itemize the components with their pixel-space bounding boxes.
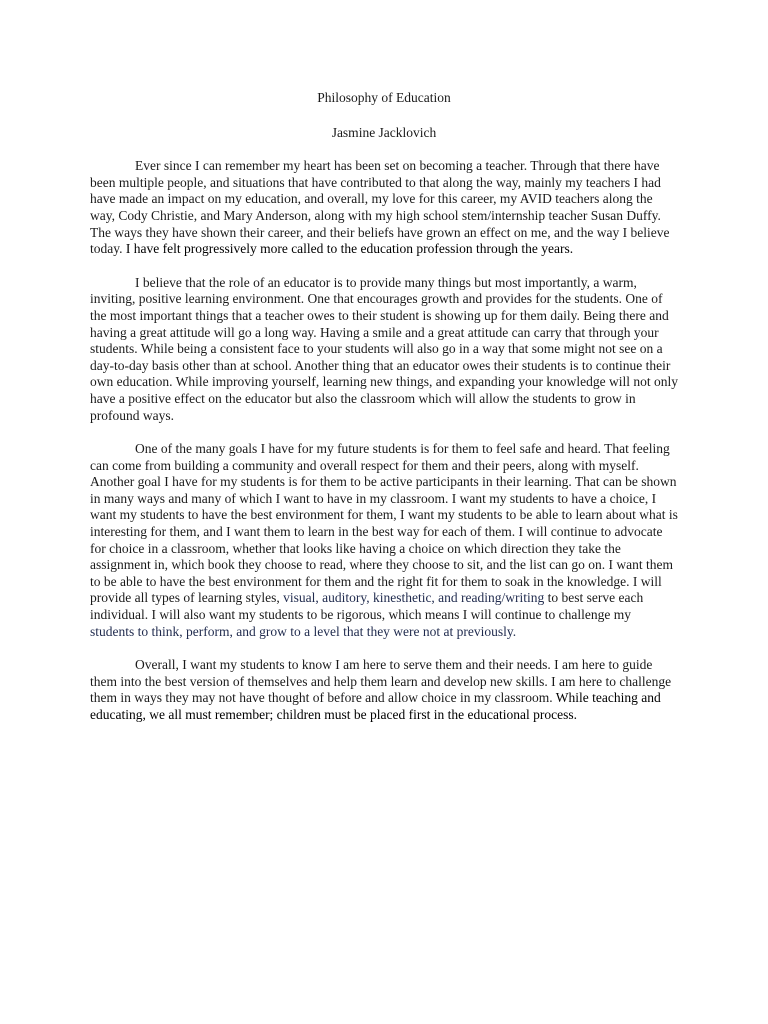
- paragraph-4-text: Overall, I want my students to know I am here to serve them and their needs. I am here to guide them into the best version of themselves and help them learn and develop new skills. I am here to challenge them in ways they may not have thought of before and allow choice in my classroom.: [90, 657, 672, 706]
- paragraph-1-text: Ever since I can remember my heart has been set on becoming a teacher. Through that there have been multiple people, and situations that have contributed to that along the way, mainly my teachers I had have made an impact on my education, and overall, my love for this career, my AVID teachers along the way, Cody Christie, and Mary Anderson, along with my high school stem/internship teacher Susan Duffy. The ways they have shown their career, and their beliefs have grown an effect on me, and the way I believe today.: [90, 158, 670, 257]
- paragraph-3: [90, 441, 678, 640]
- paragraph-2: [90, 275, 678, 424]
- paragraph-3-text-b: to best serve each individual. I will also want my students to be rigorous, which means I will continue to challenge my: [90, 590, 644, 623]
- paragraph-4-tail: While teaching and educating, we all must remember; children must be placed first in the educational process.: [90, 690, 661, 722]
- paragraph-4: [90, 657, 678, 723]
- document-title: Philosophy of Education: [317, 90, 451, 105]
- paragraph-3-text-a: One of the many goals I have for my future students is for them to feel safe and heard. That feeling can come from building a community and overall respect for them and their peers, along with myself. Another goal I have for my students is for them to be active participants in their learning. That can be shown in many ways and many of which I want to have in my classroom. I want my students to have a choice, I want my students to have the best environment for them, I want my students to be able to learn about what is interesting for them, and I want them to learn in the best way for each of them. I will continue to advocate for choice in a classroom, whether that looks like having a choice on which direction they take the assignment in, which book they choose to read, where they choose to sit, and the list can go on. I want them to be able to have the best environment for them and the right fit for them to soak in the knowledge. I will provide all types of learning styles,: [90, 441, 678, 606]
- paragraph-1: [90, 158, 678, 258]
- paragraph-3-learning-styles: visual, auditory, kinesthetic, and reading/writing: [279, 590, 545, 606]
- document-author: Jasmine Jacklovich: [331, 124, 437, 140]
- paragraph-1-tail: I have felt progressively more called to the education profession through the years.: [122, 241, 574, 257]
- paragraph-3-closing: students to think, perform, and grow to a level that they were not at previously.: [90, 623, 517, 639]
- document-page: [90, 90, 678, 741]
- paragraph-2-text: I believe that the role of an educator is to provide many things but most importantly, a warm, inviting, positive learning environment. One that encourages growth and provides for the students. One of the most important things that a teacher owes to their student is showing up for them daily. Being there and having a great attitude will go a long way. Having a smile and a great attitude can carry that through your students. While being a consistent face to your students will also go in a way that some might not see on a day-to-day basis other than at school. Another thing that an educator owes their students is to continue their own education. While improving yourself, learning new things, and expanding your knowledge will not only have a positive effect on the educator but also the classroom which will allow the students to grow in profound ways.: [90, 274, 679, 423]
